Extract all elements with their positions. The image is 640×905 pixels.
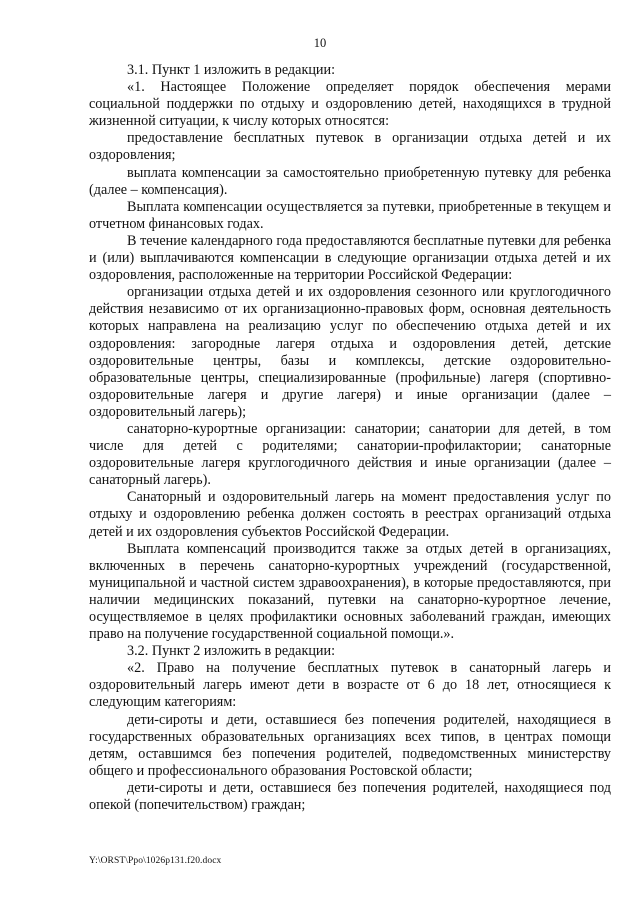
paragraph-14: дети-сироты и дети, оставшиеся без попечения родителей, находящиеся под опекой (попечительством) граждан; bbox=[89, 779, 611, 814]
paragraph-4: выплата компенсации за самостоятельно приобретенную путевку для ребенка (далее – компенсация). bbox=[89, 164, 611, 198]
document-body bbox=[89, 62, 611, 814]
paragraph-3: предоставление бесплатных путевок в организации отдыха детей и их оздоровления; bbox=[89, 130, 611, 164]
paragraph-10: Выплата компенсаций производится также за отдых детей в организациях, включенных в перечень санаторно-курортных учреждений (государственной, муниципальной и частной систем здравоохранения), в которые предоставляются, при наличии медицинских показаний, путевки на санаторно-курортное лечение, осуществляемое в целях профилактики основных заболеваний граждан, имеющих право на получение государственной социальной помощи.». bbox=[89, 540, 611, 643]
paragraph-2: «1. Настоящее Положение определяет порядок обеспечения мерами социальной поддержки по отдыху и оздоровлению детей, находящихся в трудной жизненной ситуации, к числу которых относятся: bbox=[89, 79, 611, 130]
paragraph-7: организации отдыха детей и их оздоровления сезонного или круглогодичного действия независимо от их организационно-правовых форм, основная деятельность которых направлена на реализацию услуг по обеспечению отдыха детей и их оздоровления: загородные лагеря отдыха и оздоровления детей, детские оздоровительные центры, базы и комплексы, детские оздоровительно-образовательные центры, специализированные (профильные) лагеря (спортивно-оздоровительные лагеря и другие лагеря) и иные организации (далее – оздоровительный лагерь); bbox=[89, 284, 611, 420]
paragraph-11: 3.2. Пункт 2 изложить в редакции: bbox=[127, 643, 336, 660]
paragraph-6: В течение календарного года предоставляются бесплатные путевки для ребенка и (или) выплачиваются компенсации в следующие организации отдыха детей и их оздоровления, расположенные на территории Российской Федерации: bbox=[89, 232, 611, 284]
paragraph-5: Выплата компенсации осуществляется за путевки, приобретенные в текущем и отчетном финансовых годах. bbox=[89, 198, 611, 232]
paragraph-13: дети-сироты и дети, оставшиеся без попечения родителей, находящиеся в государственных образовательных организациях всех типов, в центрах помощи детям, оставшимся без попечения родителей, подведомственных министерству общего и профессионального образования Ростовской области; bbox=[89, 711, 611, 779]
paragraph-9: Санаторный и оздоровительный лагерь на момент предоставления услуг по отдыху и оздоровлению ребенка должен состоять в реестрах организаций отдыха детей и их оздоровления субъектов Российской Федерации. bbox=[89, 489, 611, 540]
paragraph-1: 3.1. Пункт 1 изложить в редакции: bbox=[127, 62, 336, 78]
page-number: 10 bbox=[313, 36, 327, 50]
paragraph-8: санаторно-курортные организации: санатории; санатории для детей, в том числе для детей с родителями; санатории-профилактории; санаторные оздоровительные лагеря круглогодичного действия и иные организации (далее – санаторный лагерь). bbox=[89, 420, 611, 489]
footer-file-path: Y:\ORST\Ppo\1026p131.f20.docx bbox=[89, 856, 222, 866]
paragraph-12: «2. Право на получение бесплатных путевок в санаторный лагерь и оздоровительный лагерь имеют дети в возрасте от 6 до 18 лет, относящиеся к следующим категориям: bbox=[89, 660, 611, 711]
